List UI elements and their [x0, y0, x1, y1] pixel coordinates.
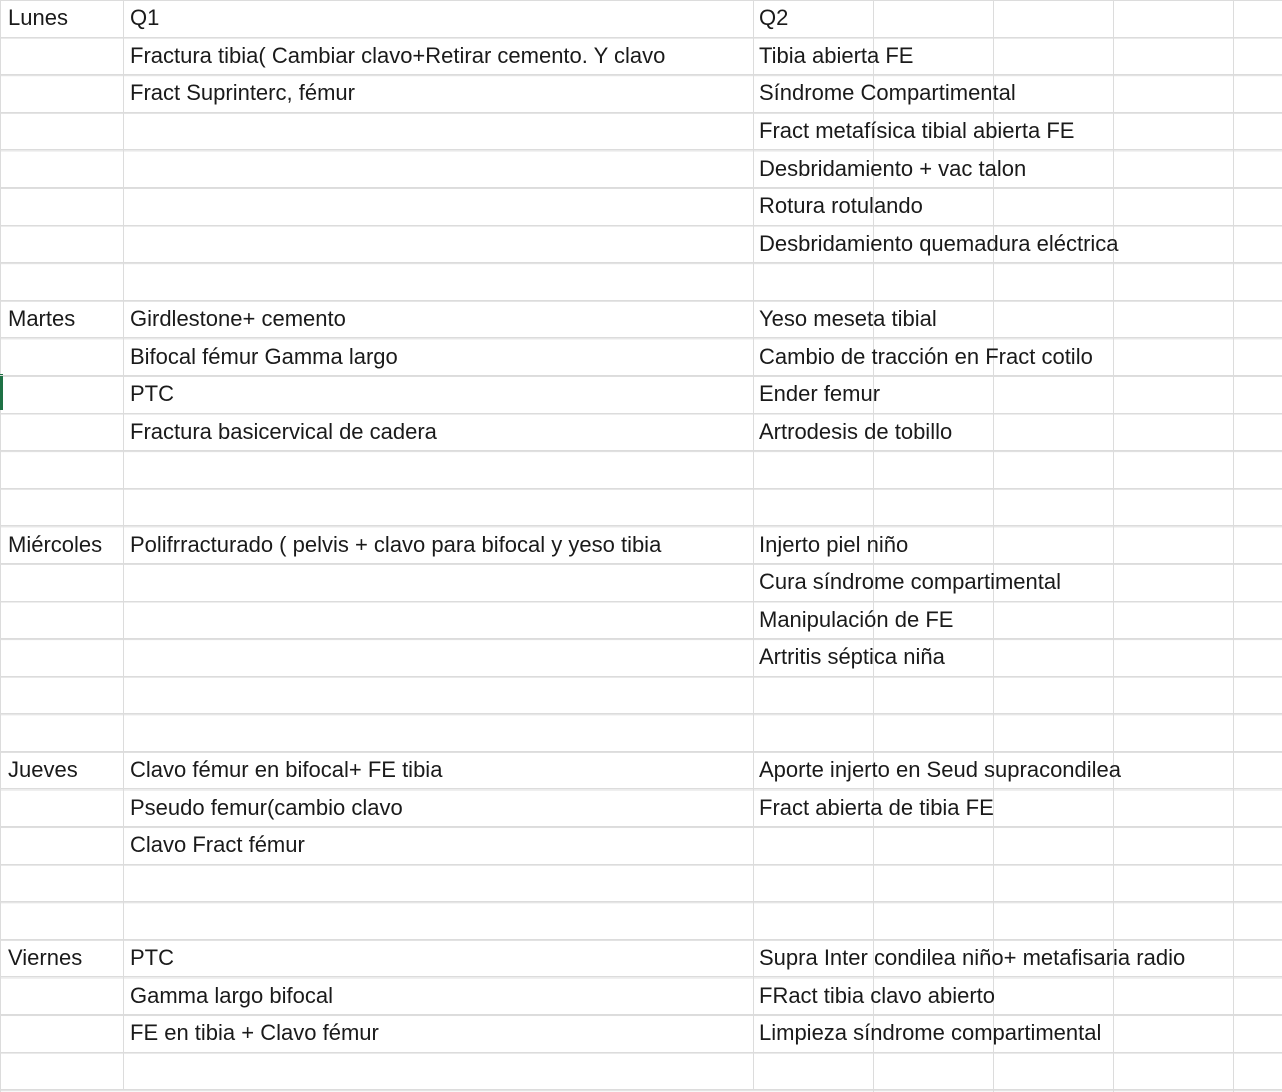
procedure-cell[interactable]	[123, 489, 753, 527]
procedure-cell[interactable]	[753, 1053, 1282, 1091]
procedure-cell[interactable]: Fractura basicervical de cadera	[123, 414, 753, 452]
day-cell[interactable]: Martes	[0, 301, 123, 339]
day-cell[interactable]	[0, 226, 123, 264]
day-cell[interactable]	[0, 564, 123, 602]
procedure-cell[interactable]: Polifrracturado ( pelvis + clavo para bifocal y yeso tibia	[123, 526, 753, 564]
procedure-cell[interactable]: Pseudo femur(cambio clavo	[123, 789, 753, 827]
procedure-cell[interactable]: Rotura rotulando	[753, 188, 1282, 226]
procedure-cell[interactable]	[123, 113, 753, 151]
day-cell[interactable]	[0, 1015, 123, 1053]
procedure-cell[interactable]	[123, 639, 753, 677]
header-cell[interactable]: Q2	[753, 0, 1282, 38]
procedure-cell[interactable]	[123, 677, 753, 715]
procedure-cell[interactable]	[123, 451, 753, 489]
procedure-cell[interactable]: Limpieza síndrome compartimental	[753, 1015, 1282, 1053]
procedure-cell[interactable]: Artrodesis de tobillo	[753, 414, 1282, 452]
procedure-cell[interactable]: PTC	[123, 940, 753, 978]
procedure-cell[interactable]	[753, 865, 1282, 903]
procedure-cell[interactable]: Síndrome Compartimental	[753, 75, 1282, 113]
day-cell[interactable]	[0, 376, 123, 414]
procedure-cell[interactable]	[123, 263, 753, 301]
procedure-cell[interactable]: Cambio de tracción en Fract cotilo	[753, 338, 1282, 376]
procedure-cell[interactable]	[123, 865, 753, 903]
day-cell[interactable]	[0, 263, 123, 301]
procedure-cell[interactable]	[753, 677, 1282, 715]
procedure-cell[interactable]: PTC	[123, 376, 753, 414]
procedure-cell[interactable]	[123, 714, 753, 752]
procedure-cell[interactable]: FE en tibia + Clavo fémur	[123, 1015, 753, 1053]
procedure-cell[interactable]	[753, 827, 1282, 865]
procedure-cell[interactable]: Ender femur	[753, 376, 1282, 414]
day-cell[interactable]: Viernes	[0, 940, 123, 978]
procedure-cell[interactable]: Bifocal fémur Gamma largo	[123, 338, 753, 376]
procedure-cell[interactable]: Artritis séptica niña	[753, 639, 1282, 677]
day-cell[interactable]	[0, 489, 123, 527]
day-cell[interactable]	[0, 1053, 123, 1091]
day-cell[interactable]	[0, 414, 123, 452]
procedure-cell[interactable]: Aporte injerto en Seud supracondilea	[753, 752, 1282, 790]
procedure-cell[interactable]	[123, 150, 753, 188]
day-cell[interactable]	[0, 150, 123, 188]
procedure-cell[interactable]	[123, 226, 753, 264]
day-cell[interactable]	[0, 639, 123, 677]
procedure-cell[interactable]: Yeso meseta tibial	[753, 301, 1282, 339]
day-cell[interactable]	[0, 188, 123, 226]
day-cell[interactable]	[0, 714, 123, 752]
procedure-cell[interactable]: Clavo fémur en bifocal+ FE tibia	[123, 752, 753, 790]
day-cell[interactable]: Lunes	[0, 0, 123, 38]
procedure-cell[interactable]: Tibia abierta FE	[753, 38, 1282, 76]
procedure-cell[interactable]: Injerto piel niño	[753, 526, 1282, 564]
day-cell[interactable]	[0, 977, 123, 1015]
procedure-cell[interactable]	[753, 902, 1282, 940]
day-cell[interactable]	[0, 902, 123, 940]
day-cell[interactable]	[0, 338, 123, 376]
day-cell[interactable]	[0, 865, 123, 903]
procedure-cell[interactable]	[753, 714, 1282, 752]
procedure-cell[interactable]: Gamma largo bifocal	[123, 977, 753, 1015]
day-cell[interactable]	[0, 113, 123, 151]
procedure-cell[interactable]	[123, 1053, 753, 1091]
day-cell[interactable]	[0, 677, 123, 715]
procedure-cell[interactable]: Supra Inter condilea niño+ metafisaria radio	[753, 940, 1282, 978]
day-cell[interactable]	[0, 827, 123, 865]
procedure-cell[interactable]: Cura síndrome compartimental	[753, 564, 1282, 602]
procedure-cell[interactable]	[123, 602, 753, 640]
procedure-cell[interactable]	[753, 489, 1282, 527]
procedure-cell[interactable]: Fract Suprinterc, fémur	[123, 75, 753, 113]
procedure-cell[interactable]: Fract metafísica tibial abierta FE	[753, 113, 1282, 151]
procedure-cell[interactable]: Girdlestone+ cemento	[123, 301, 753, 339]
day-cell[interactable]	[0, 451, 123, 489]
procedure-cell[interactable]: Fract abierta de tibia FE	[753, 789, 1282, 827]
header-cell[interactable]: Q1	[123, 0, 753, 38]
day-cell[interactable]	[0, 38, 123, 76]
day-cell[interactable]	[0, 602, 123, 640]
day-cell[interactable]	[0, 789, 123, 827]
procedure-cell[interactable]	[123, 564, 753, 602]
procedure-cell[interactable]: Desbridamiento quemadura eléctrica	[753, 226, 1282, 264]
procedure-cell[interactable]	[123, 902, 753, 940]
procedure-cell[interactable]	[753, 263, 1282, 301]
procedure-cell[interactable]	[753, 451, 1282, 489]
day-cell[interactable]: Jueves	[0, 752, 123, 790]
procedure-cell[interactable]: Clavo Fract fémur	[123, 827, 753, 865]
procedure-cell[interactable]: Desbridamiento + vac talon	[753, 150, 1282, 188]
day-cell[interactable]	[0, 75, 123, 113]
procedure-cell[interactable]: Manipulación de FE	[753, 602, 1282, 640]
procedure-cell[interactable]: FRact tibia clavo abierto	[753, 977, 1282, 1015]
procedure-cell[interactable]	[123, 188, 753, 226]
procedure-cell[interactable]: Fractura tibia( Cambiar clavo+Retirar cemento. Y clavo	[123, 38, 753, 76]
day-cell[interactable]: Miércoles	[0, 526, 123, 564]
